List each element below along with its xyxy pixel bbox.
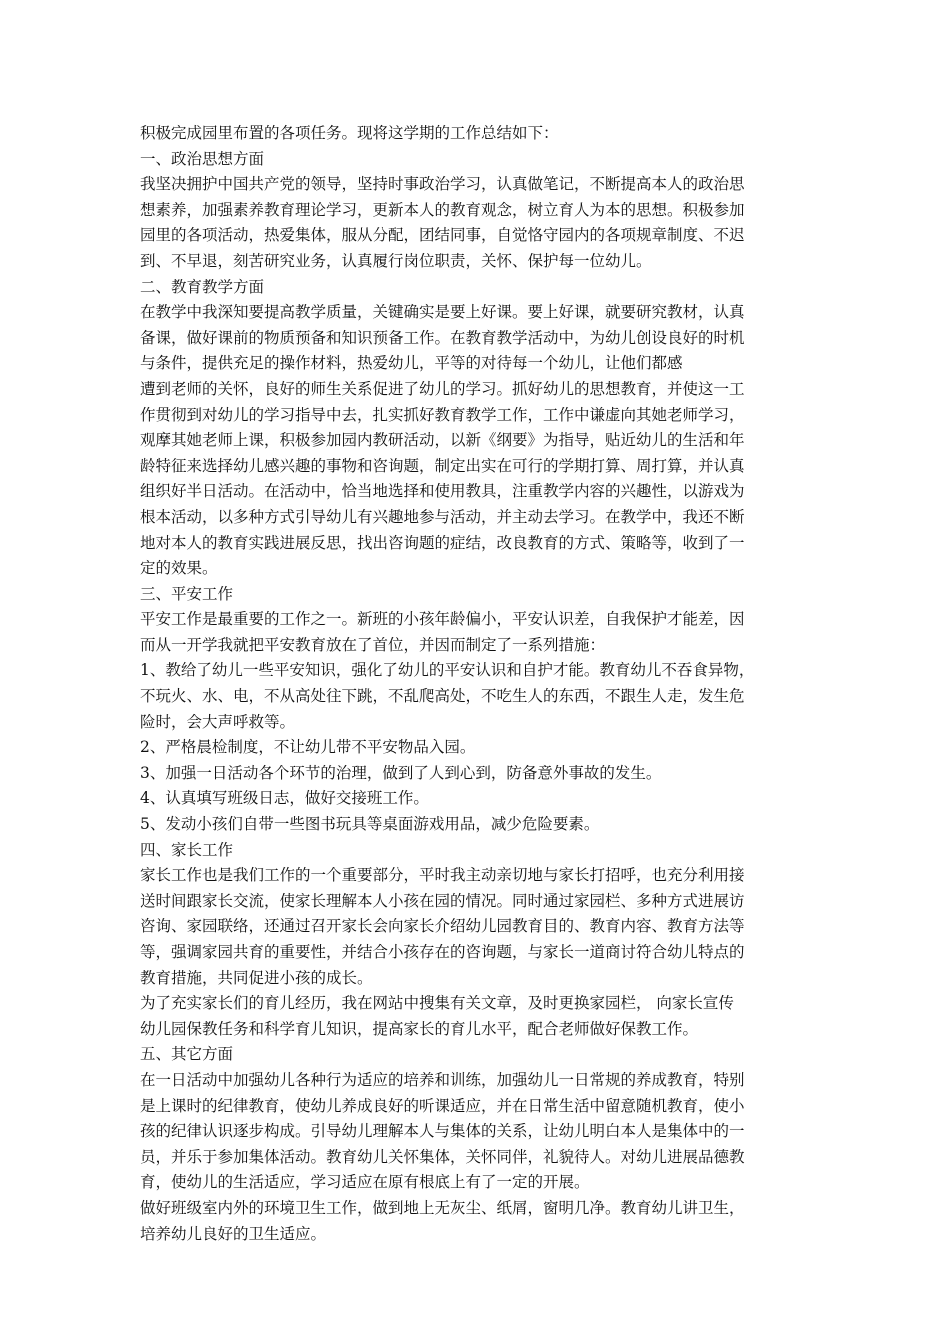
text-line: 根本活动，以多种方式引导幼儿有兴趣地参与活动，并主动去学习。在教学中，我还不断 — [140, 507, 745, 526]
text-line: 幼儿园保教任务和科学育儿知识，提高家长的育儿水平，配合老师做好保教工作。 — [140, 1019, 699, 1038]
text-line: 我坚决拥护中国共产党的领导，坚持时事政治学习，认真做笔记，不断提高本人的政治思 — [140, 175, 745, 194]
text-line: 孩的纪律认识逐步构成。引导幼儿理解本人与集体的关系，让幼儿明白本人是集体中的一 — [140, 1122, 745, 1141]
section-heading-other: 五、其它方面 — [140, 1045, 234, 1064]
section-heading-parents: 四、家长工作 — [140, 840, 234, 859]
text-line: 龄特征来选择幼儿感兴趣的事物和咨询题，制定出实在可行的学期打算、周打算，并认真 — [140, 456, 745, 475]
text-line: 到、不早退，刻苦研究业务，认真履行岗位职责，关怀、保护每一位幼儿。 — [140, 251, 652, 270]
document-body — [140, 121, 820, 1247]
text-line: 园里的各项活动，热爱集体，服从分配，团结同事，自觉恪守园内的各项规章制度、不迟 — [140, 226, 745, 245]
list-item-line: 4、认真填写班级日志，做好交接班工作。 — [140, 789, 429, 808]
text-line: 家长工作也是我们工作的一个重要部分，平时我主动亲切地与家长打招呼，也充分利用接 — [140, 866, 745, 885]
text-line: 培养幼儿良好的卫生适应。 — [140, 1224, 327, 1243]
text-line: 而从一开学我就把平安教育放在了首位，并因而制定了一系列措施： — [140, 635, 606, 654]
text-line: 定的效果。 — [140, 559, 218, 578]
text-line: 为了充实家长们的育儿经历，我在网站中搜集有关文章，及时更换家园栏， 向家长宣传 — [140, 994, 734, 1013]
text-line: 地对本人的教育实践进展反思，找出咨询题的症结，改良教育的方式、策略等，收到了一 — [140, 533, 745, 552]
text-line: 险时，会大声呼救等。 — [140, 712, 296, 731]
text-line: 与条件，提供充足的操作材料，热爱幼儿，平等的对待每一个幼儿，让他们都感 — [140, 354, 683, 373]
section-heading-politics: 一、政治思想方面 — [140, 149, 265, 168]
text-line: 咨询、家园联络，还通过召开家长会向家长介绍幼儿园教育目的、教育内容、教育方法等 — [140, 917, 745, 936]
text-line-intro: 积极完成园里布置的各项任务。现将这学期的工作总结如下： — [140, 124, 559, 142]
text-line: 平安工作是最重要的工作之一。新班的小孩年龄偏小，平安认识差，自我保护才能差，因 — [140, 610, 745, 629]
text-line: 作贯彻到对幼儿的学习指导中去，扎实抓好教育教学工作，工作中谦虚向其她老师学习， — [140, 405, 745, 424]
list-item-line: 5、发动小孩们自带一些图书玩具等桌面游戏用品，减少危险要素。 — [140, 815, 600, 834]
text-line: 员，并乐于参加集体活动。教育幼儿关怀集体，关怀同伴，礼貌待人。对幼儿进展品德教 — [140, 1147, 745, 1166]
section-heading-teaching: 二、教育教学方面 — [140, 277, 265, 296]
section-heading-safety: 三、平安工作 — [140, 584, 234, 603]
text-line: 是上课时的纪律教育，使幼儿养成良好的听课适应，并在日常生活中留意随机教育，使小 — [140, 1096, 745, 1115]
text-line: 教育措施，共同促进小孩的成长。 — [140, 968, 373, 987]
list-item-line: 3、加强一日活动各个环节的治理，做到了人到心到，防备意外事故的发生。 — [140, 763, 662, 782]
text-line: 想素养，加强素养教育理论学习，更新本人的教育观念，树立育人为本的思想。积极参加 — [140, 200, 745, 219]
text-line: 观摩其她老师上课，积极参加园内教研活动，以新《纲要》为指导，贴近幼儿的生活和年 — [140, 431, 745, 450]
text-line: 在一日活动中加强幼儿各种行为适应的培养和训练，加强幼儿一日常规的养成教育，特别 — [140, 1070, 745, 1089]
text-line: 遭到老师的关怀，良好的师生关系促进了幼儿的学习。抓好幼儿的思想教育，并使这一工 — [140, 379, 745, 398]
text-line: 做好班级室内外的环境卫生工作，做到地上无灰尘、纸屑，窗明几净。教育幼儿讲卫生， — [140, 1198, 745, 1217]
text-line: 等，强调家园共育的重要性，并结合小孩存在的咨询题，与家长一道商讨符合幼儿特点的 — [140, 943, 745, 961]
text-line: 在教学中我深知要提高教学质量，关键确实是要上好课。要上好课，就要研究教材，认真 — [140, 303, 745, 322]
list-item-line: 1、教给了幼儿一些平安知识，强化了幼儿的平安认识和自护才能。教育幼儿不吞食异物， — [140, 661, 755, 680]
text-line: 不玩火、水、电，不从高处往下跳，不乱爬高处，不吃生人的东西，不跟生人走，发生危 — [140, 687, 745, 706]
text-line: 送时间跟家长交流，使家长理解本人小孩在园的情况。同时通过家园栏、多种方式进展访 — [140, 891, 745, 910]
list-item-line: 2、严格晨检制度，不让幼儿带不平安物品入园。 — [140, 738, 476, 757]
text-line: 备课，做好课前的物质预备和知识预备工作。在教育教学活动中，为幼儿创设良好的时机 — [140, 328, 745, 347]
text-line: 组织好半日活动。在活动中，恰当地选择和使用教具，注重教学内容的兴趣性，以游戏为 — [140, 482, 745, 501]
text-line: 育，使幼儿的生活适应，学习适应在原有根底上有了一定的开展。 — [140, 1173, 590, 1192]
